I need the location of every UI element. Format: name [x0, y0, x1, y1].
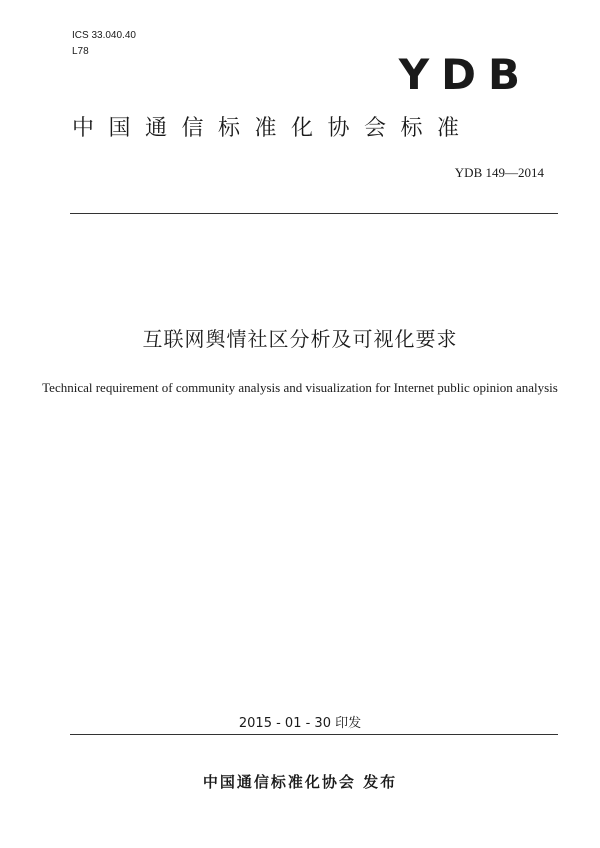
ydb-logo: YDB: [398, 50, 532, 99]
publisher: 中国通信标准化协会 发布: [202, 773, 398, 791]
issue-date: 2015 - 01 - 30 印发: [238, 716, 362, 731]
standard-number: YDB 149—2014: [454, 165, 544, 180]
bottom-divider: [70, 734, 558, 735]
classification-code: L78: [72, 46, 89, 57]
org-standard-title: 中国通信标准化协会标准: [72, 116, 474, 141]
top-divider: [70, 213, 558, 214]
ics-code: ICS 33.040.40: [72, 30, 136, 41]
document-title-en: Technical requirement of community analysis and visualization for Internet public opinion analysis: [42, 380, 558, 395]
document-title-cn: 互联网舆情社区分析及可视化要求: [142, 327, 458, 351]
